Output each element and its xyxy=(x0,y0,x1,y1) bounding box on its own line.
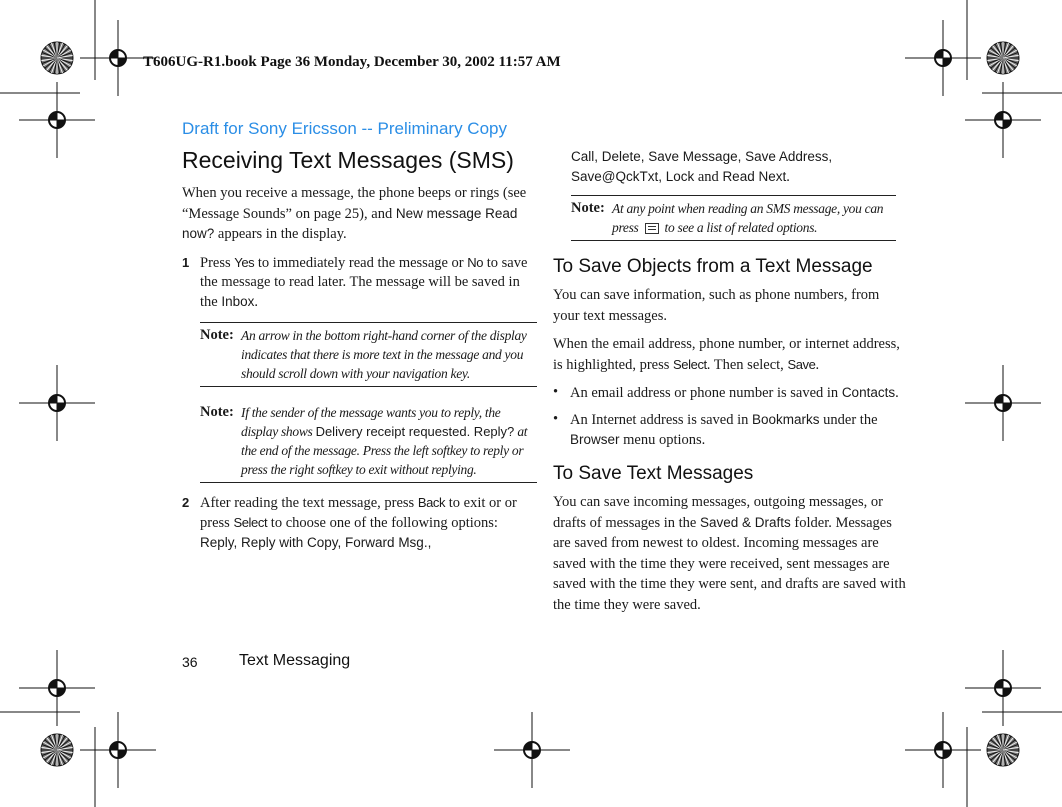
page-number: 36 xyxy=(182,654,198,670)
registration-crosshair xyxy=(494,712,570,788)
step-1 xyxy=(182,253,537,312)
page-header-file-info: T606UG-R1.book Page 36 Monday, December 30, 2002 11:57 AM xyxy=(143,54,561,70)
bookmarks-label: Bookmarks xyxy=(752,412,820,427)
delivery-receipt-label: Delivery receipt requested. Reply? xyxy=(315,423,515,439)
note-label: Note: xyxy=(571,200,605,216)
contacts-label: Contacts xyxy=(841,385,896,400)
browser-label: Browser xyxy=(570,432,620,447)
options-list: Reply, Reply with Copy, Forward Msg., xyxy=(200,534,432,550)
section-title: Receiving Text Messages (SMS) xyxy=(182,147,514,173)
left-column xyxy=(182,146,537,563)
bullet-bookmarks xyxy=(553,410,908,450)
registration-crosshair xyxy=(905,20,981,96)
save-key-label: Save xyxy=(787,356,816,372)
intro-text-end: appears in the display. xyxy=(214,226,347,242)
draft-notice: Draft for Sony Ericsson -- Preliminary Copy xyxy=(182,119,507,138)
back-key-label: Back xyxy=(417,494,446,510)
paragraph-text: . xyxy=(815,356,820,373)
note-label: Note: xyxy=(200,403,234,420)
bullet-text: . xyxy=(895,385,899,401)
note-text xyxy=(241,403,537,479)
read-next-label: Read Next xyxy=(722,169,787,184)
paragraph-text: When the email address, phone number, or internet address, is highlighted, press xyxy=(553,336,900,373)
intro-text: When you receive a message, the phone beeps or rings (see “Message Sounds” on page 25), and xyxy=(182,185,527,222)
note-text: An arrow in the bottom right-hand corner of the display indicates that there is more text in the message and you should scroll down with your navigation key. xyxy=(241,327,527,381)
save-messages-paragraph xyxy=(553,492,908,615)
no-key-label: No xyxy=(467,254,484,270)
step-text: . xyxy=(254,293,258,310)
note-text-part: to see a list of related options. xyxy=(664,220,818,235)
step-2-continued xyxy=(553,147,908,187)
note-scroll-arrow xyxy=(200,322,537,387)
bullet-contacts xyxy=(553,383,908,403)
save-objects-paragraph: You can save information, such as phone numbers, from your text messages. xyxy=(553,287,880,324)
note-text xyxy=(612,199,896,237)
footer-section-title: Text Messaging xyxy=(239,652,351,669)
paragraph-text: folder. Messages are saved from newest to oldest. Incoming messages are saved with the time they were received, sent messages are saved with the time they were sent, and drafts are saved with the time they were saved. xyxy=(553,514,906,613)
step-text: to immediately read the message or xyxy=(254,254,468,271)
display-message: New message Read now? xyxy=(182,205,518,241)
step-text: Press xyxy=(200,254,235,271)
select-key-label: Select xyxy=(233,514,268,530)
saved-drafts-label: Saved & Drafts xyxy=(699,514,791,530)
note-delivery-receipt xyxy=(200,397,537,483)
registration-crosshair xyxy=(965,650,1041,726)
bullet-text: under the xyxy=(819,412,878,428)
note-text-part: At any point when reading an SMS message, you can press xyxy=(612,201,884,235)
registration-crosshair xyxy=(19,650,95,726)
step-text: . xyxy=(786,169,790,185)
bullet-text: An Internet address is saved in xyxy=(570,412,753,428)
step-text: and xyxy=(694,169,723,185)
right-column xyxy=(553,147,908,623)
registration-star-target xyxy=(987,734,1019,766)
note-text-part: at the end of the message. Press the left softkey to reply or press the right softkey to exit without replying. xyxy=(241,423,528,477)
registration-crosshair xyxy=(905,712,981,788)
registration-star-target xyxy=(41,734,73,766)
note-label: Note: xyxy=(200,326,234,343)
step-number: 1 xyxy=(182,254,190,270)
step-number: 2 xyxy=(182,494,190,510)
inbox-label: Inbox xyxy=(221,293,255,309)
heading-save-objects: To Save Objects from a Text Message xyxy=(553,256,873,277)
bullet-text: An email address or phone number is saved in xyxy=(570,385,842,401)
step-text: After reading the text message, press xyxy=(200,494,418,511)
step-2 xyxy=(182,493,537,553)
step-text: to save the message to read later. The message will be saved in the xyxy=(200,254,528,310)
bullet-text: menu options. xyxy=(619,432,706,448)
save-objects-instructions xyxy=(553,334,908,375)
options-list-continued: Call, Delete, Save Message, Save Address, Save@QckTxt, Lock xyxy=(571,149,833,184)
bullet-marker: • xyxy=(553,411,559,427)
bullet-marker: • xyxy=(553,384,559,400)
paragraph-text: You can save incoming messages, outgoing messages, or drafts of messages in the xyxy=(553,494,883,531)
heading-save-messages: To Save Text Messages xyxy=(553,463,754,484)
note-menu-options xyxy=(571,195,896,241)
registration-crosshair xyxy=(965,365,1041,441)
note-text-part: If the sender of the message wants you to reply, the display shows xyxy=(241,404,501,439)
registration-crosshair xyxy=(80,712,156,788)
registration-star-target xyxy=(987,42,1019,74)
paragraph-text: . Then select, xyxy=(706,356,788,373)
registration-star-target xyxy=(41,42,73,74)
select-key-label: Select xyxy=(673,356,707,372)
menu-icon xyxy=(645,223,659,234)
intro-paragraph xyxy=(182,183,537,245)
step-text: to choose one of the following options: xyxy=(267,514,498,531)
yes-key-label: Yes xyxy=(234,254,255,270)
step-text: to exit or or press xyxy=(200,494,517,531)
registration-crosshair xyxy=(19,365,95,441)
